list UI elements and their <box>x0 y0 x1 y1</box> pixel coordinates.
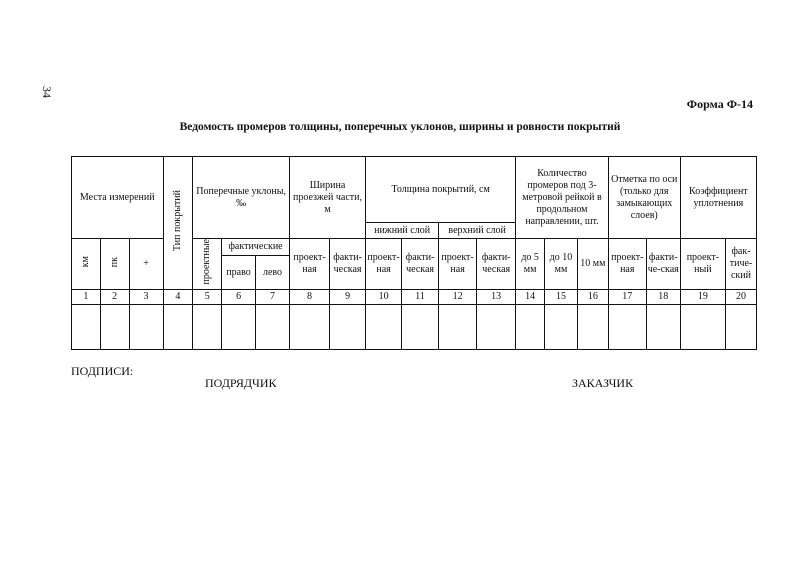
column-number-cell: 4 <box>163 290 193 305</box>
table-cell[interactable] <box>289 305 329 350</box>
header-right: право <box>222 256 256 289</box>
table-cell[interactable] <box>330 305 366 350</box>
table-cell[interactable] <box>608 305 646 350</box>
table-cell[interactable] <box>439 305 477 350</box>
column-number-row <box>72 290 757 305</box>
table-cell[interactable] <box>477 305 516 350</box>
header-slopes-design-text: проектные <box>201 239 213 285</box>
header-slopes-actual-sub <box>222 256 289 289</box>
column-number-cell: 5 <box>193 290 222 305</box>
column-number-cell: 1 <box>72 290 101 305</box>
header-axis-actual: факти-че-ская <box>646 239 680 290</box>
header-slopes-actual-group <box>222 239 290 290</box>
column-number-cell: 14 <box>516 290 545 305</box>
header-width-design: проект-ная <box>289 239 329 290</box>
table-cell[interactable] <box>577 305 608 350</box>
column-number-cell: 12 <box>439 290 477 305</box>
header-km-text: км <box>79 256 91 268</box>
header-pk <box>100 239 129 290</box>
table-cell[interactable] <box>516 305 545 350</box>
column-number-cell: 3 <box>129 290 163 305</box>
column-number-cell: 17 <box>608 290 646 305</box>
header-compaction-design: проект-ный <box>680 239 725 290</box>
header-count: Количество промеров под 3-метровой рейкой в продольном направлении, шт. <box>516 157 609 239</box>
page-number: 34 <box>40 86 54 98</box>
column-number-cell: 10 <box>366 290 402 305</box>
column-number-cell: 6 <box>222 290 256 305</box>
table-cell[interactable] <box>129 305 163 350</box>
header-upto10: до 10 мм <box>545 239 578 290</box>
header-lower-layer: нижний слой <box>366 223 439 239</box>
header-left: лево <box>262 266 283 278</box>
measurement-table <box>71 156 757 350</box>
table-cell[interactable] <box>256 305 290 350</box>
empty-data-row <box>72 305 757 350</box>
column-number-cell: 19 <box>680 290 725 305</box>
column-number-cell: 20 <box>725 290 756 305</box>
customer-label: ЗАКАЗЧИК <box>572 376 634 390</box>
header-10mm: 10 мм <box>577 239 608 290</box>
table-cell[interactable] <box>725 305 756 350</box>
column-number-cell: 8 <box>289 290 329 305</box>
table-cell[interactable] <box>646 305 680 350</box>
header-coating-type-text: Тип покрытий <box>171 190 183 252</box>
table-cell[interactable] <box>163 305 193 350</box>
header-pk-text: пк <box>108 256 120 268</box>
header-km <box>72 239 101 290</box>
header-plus: + <box>129 239 163 290</box>
header-upto5: до 5 мм <box>516 239 545 290</box>
header-width: Ширина проезжей части, м <box>289 157 365 239</box>
column-number-cell: 18 <box>646 290 680 305</box>
column-number-cell: 13 <box>477 290 516 305</box>
column-number-cell: 11 <box>402 290 439 305</box>
header-slopes-design <box>193 239 222 290</box>
header-axis-design: проект-ная <box>608 239 646 290</box>
column-number-cell: 2 <box>100 290 129 305</box>
column-number-cell: 9 <box>330 290 366 305</box>
form-label: Форма Ф-14 <box>686 97 753 111</box>
column-number-cell: 16 <box>577 290 608 305</box>
column-number-cell: 15 <box>545 290 578 305</box>
table-cell[interactable] <box>680 305 725 350</box>
header-places: Места измерений <box>72 157 164 239</box>
column-number-cell: 7 <box>256 290 290 305</box>
header-axis-mark: Отметка по оси (только для замыкающих слоев) <box>608 157 680 239</box>
table-cell[interactable] <box>366 305 402 350</box>
header-width-actual: факти-ческая <box>330 239 366 290</box>
table-cell[interactable] <box>222 305 256 350</box>
signatures-label: ПОДПИСИ: <box>71 364 134 378</box>
header-upper-actual: факти-ческая <box>477 239 516 290</box>
contractor-label: ПОДРЯДЧИК <box>205 376 277 390</box>
header-upper-layer: верхний слой <box>439 223 516 239</box>
header-compaction-actual: фак-тиче-ский <box>725 239 756 290</box>
header-thickness: Толщина покрытий, см <box>366 157 516 223</box>
header-upper-design: проект-ная <box>439 239 477 290</box>
table-cell[interactable] <box>402 305 439 350</box>
table-cell[interactable] <box>72 305 101 350</box>
table-cell[interactable] <box>100 305 129 350</box>
header-compaction: Коэффициент уплотнения <box>680 157 756 239</box>
header-lower-design: проект-ная <box>366 239 402 290</box>
table-cell[interactable] <box>545 305 578 350</box>
header-slopes: Поперечные уклоны, ‰ <box>193 157 290 239</box>
table-cell[interactable] <box>193 305 222 350</box>
header-slopes-actual: фактические <box>222 239 289 256</box>
document-title: Ведомость промеров толщины, поперечных уклонов, ширины и ровности покрытий <box>179 121 621 133</box>
header-coating-type <box>163 157 193 290</box>
header-lower-actual: факти-ческая <box>402 239 439 290</box>
